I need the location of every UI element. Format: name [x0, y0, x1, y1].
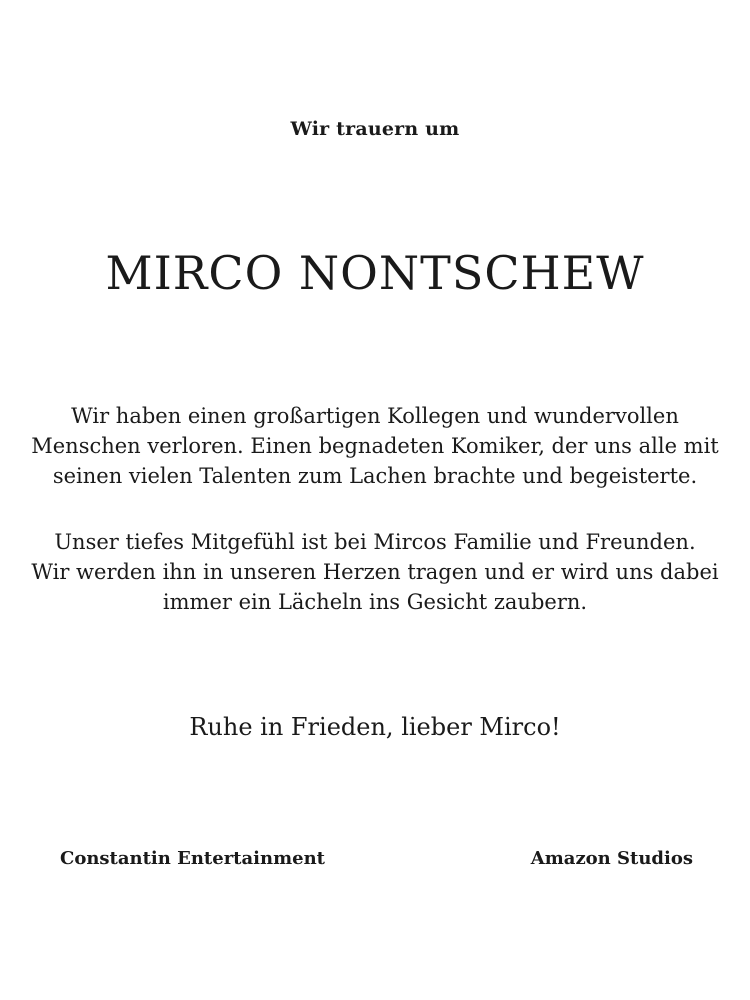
tribute-paragraph [0, 401, 750, 491]
farewell-line: Ruhe in Frieden, lieber Mirco! [189, 713, 561, 741]
paragraph-line: seinen vielen Talenten zum Lachen brachte und begeisterte. [52, 464, 698, 488]
paragraph-line: immer ein Lächeln ins Gesicht zaubern. [162, 590, 588, 614]
signer-left: Constantin Entertainment [60, 848, 325, 869]
signer-right: Amazon Studios [530, 848, 693, 869]
paragraph-line: Wir haben einen großartigen Kollegen und wundervollen [71, 404, 679, 428]
paragraph-line: Unser tiefes Mitgefühl ist bei Mircos Familie und Freunden. [54, 530, 696, 554]
paragraph-line: Menschen verloren. Einen begnadeten Komiker, der uns alle mit [31, 434, 719, 458]
deceased-name: MIRCO NONTSCHEW [105, 246, 645, 300]
signers [60, 848, 693, 869]
intro-line: Wir trauern um [290, 118, 460, 140]
paragraph-line: Wir werden ihn in unseren Herzen tragen und er wird uns dabei [31, 560, 719, 584]
condolence-paragraph [0, 527, 750, 617]
